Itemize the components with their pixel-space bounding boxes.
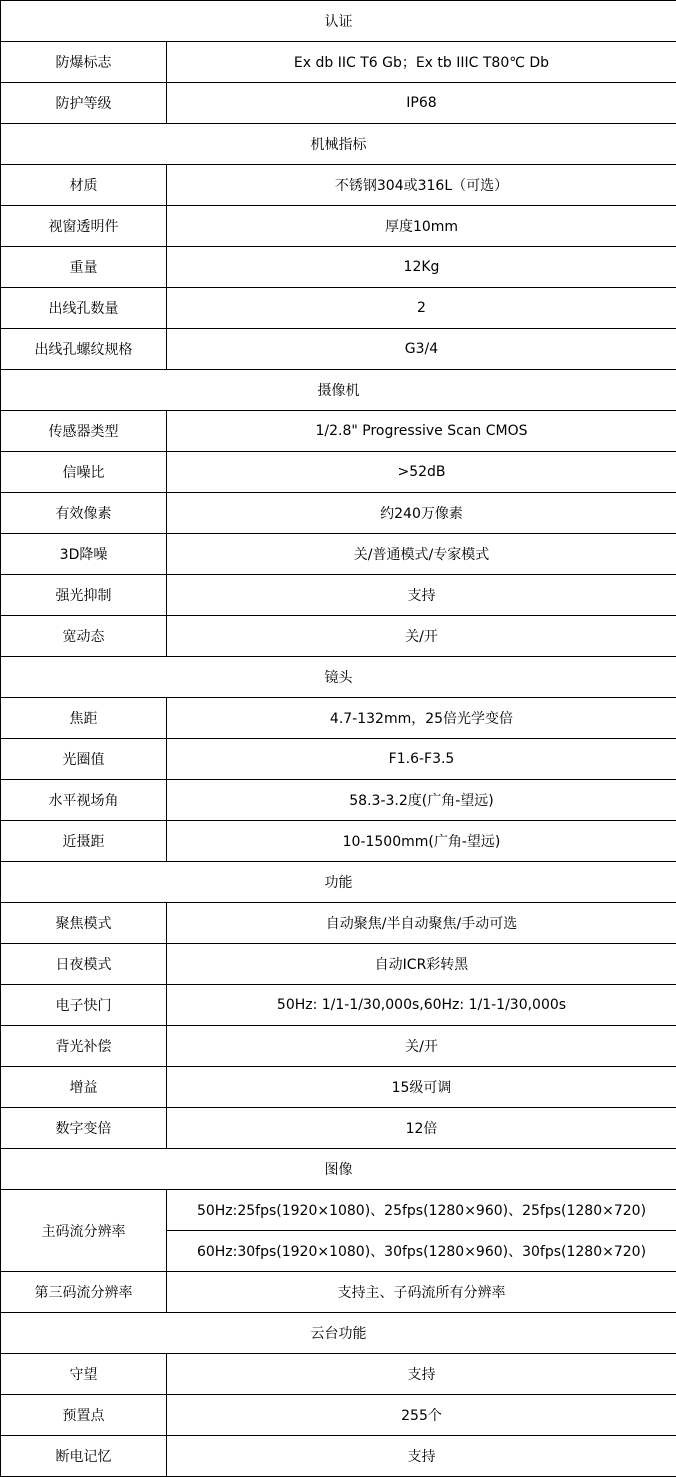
spec-value: 58.3-3.2度(广角-望远)	[167, 780, 676, 821]
section-title: 云台功能	[1, 1313, 676, 1354]
spec-row	[1, 329, 676, 370]
spec-row	[1, 575, 676, 616]
spec-row	[1, 1108, 676, 1149]
spec-row	[1, 1395, 676, 1436]
spec-value: 50Hz: 1/1-1/30,000s,60Hz: 1/1-1/30,000s	[167, 985, 676, 1026]
spec-value: 关/普通模式/专家模式	[167, 534, 676, 575]
spec-value: 2	[167, 288, 676, 329]
spec-row	[1, 1067, 676, 1108]
section-title: 认证	[1, 1, 676, 42]
spec-value: F1.6-F3.5	[167, 739, 676, 780]
spec-value: 255个	[167, 1395, 676, 1436]
spec-label: 重量	[1, 247, 167, 288]
spec-row	[1, 206, 676, 247]
spec-value: IP68	[167, 83, 676, 124]
spec-label: 视窗透明件	[1, 206, 167, 247]
spec-label: 3D降噪	[1, 534, 167, 575]
spec-row	[1, 985, 676, 1026]
section-header-row	[1, 862, 676, 903]
section-header-row	[1, 1149, 676, 1190]
section-title: 镜头	[1, 657, 676, 698]
spec-value: 12倍	[167, 1108, 676, 1149]
spec-row	[1, 1436, 676, 1477]
spec-row	[1, 698, 676, 739]
spec-label: 防护等级	[1, 83, 167, 124]
section-title: 机械指标	[1, 124, 676, 165]
spec-row	[1, 42, 676, 83]
section-header-row	[1, 1313, 676, 1354]
spec-value: G3/4	[167, 329, 676, 370]
spec-value: 关/开	[167, 616, 676, 657]
spec-value: 支持	[167, 1354, 676, 1395]
spec-row	[1, 903, 676, 944]
spec-value: 支持	[167, 1436, 676, 1477]
spec-value: 15级可调	[167, 1067, 676, 1108]
spec-label: 预置点	[1, 1395, 167, 1436]
spec-value: 12Kg	[167, 247, 676, 288]
spec-label: 宽动态	[1, 616, 167, 657]
spec-label: 第三码流分辨率	[1, 1272, 167, 1313]
spec-label: 电子快门	[1, 985, 167, 1026]
spec-value: 约240万像素	[167, 493, 676, 534]
spec-value: >52dB	[167, 452, 676, 493]
spec-value: 关/开	[167, 1026, 676, 1067]
spec-value: 4.7-132mm，25倍光学变倍	[167, 698, 676, 739]
section-header-row	[1, 657, 676, 698]
spec-value: 10-1500mm(广角-望远)	[167, 821, 676, 862]
spec-row	[1, 1026, 676, 1067]
spec-label: 光圈值	[1, 739, 167, 780]
spec-label: 断电记忆	[1, 1436, 167, 1477]
spec-label: 防爆标志	[1, 42, 167, 83]
spec-label: 近摄距	[1, 821, 167, 862]
spec-row	[1, 1354, 676, 1395]
spec-row	[1, 165, 676, 206]
spec-label: 传感器类型	[1, 411, 167, 452]
spec-row	[1, 247, 676, 288]
spec-label: 出线孔螺纹规格	[1, 329, 167, 370]
spec-value: 自动ICR彩转黑	[167, 944, 676, 985]
spec-row	[1, 288, 676, 329]
spec-row	[1, 1190, 676, 1231]
spec-row	[1, 944, 676, 985]
spec-row	[1, 83, 676, 124]
spec-label: 强光抑制	[1, 575, 167, 616]
spec-value: 60Hz:30fps(1920×1080)、30fps(1280×960)、30fps(1280×720)	[167, 1231, 676, 1272]
spec-value: 支持	[167, 575, 676, 616]
spec-label: 焦距	[1, 698, 167, 739]
spec-label: 守望	[1, 1354, 167, 1395]
spec-value: 不锈钢304或316L（可选）	[167, 165, 676, 206]
spec-label: 水平视场角	[1, 780, 167, 821]
spec-value: Ex db IIC T6 Gb；Ex tb IIIC T80℃ Db	[167, 42, 676, 83]
spec-value: 厚度10mm	[167, 206, 676, 247]
spec-row	[1, 452, 676, 493]
section-header-row	[1, 1, 676, 42]
spec-label: 主码流分辨率	[1, 1190, 167, 1272]
spec-label: 有效像素	[1, 493, 167, 534]
section-title: 摄像机	[1, 370, 676, 411]
section-header-row	[1, 124, 676, 165]
spec-row	[1, 739, 676, 780]
spec-label: 日夜模式	[1, 944, 167, 985]
section-header-row	[1, 370, 676, 411]
spec-row	[1, 821, 676, 862]
spec-label: 出线孔数量	[1, 288, 167, 329]
spec-label: 聚焦模式	[1, 903, 167, 944]
spec-value: 支持主、子码流所有分辨率	[167, 1272, 676, 1313]
spec-label: 增益	[1, 1067, 167, 1108]
spec-label: 材质	[1, 165, 167, 206]
spec-value: 自动聚焦/半自动聚焦/手动可选	[167, 903, 676, 944]
spec-label: 数字变倍	[1, 1108, 167, 1149]
spec-row	[1, 616, 676, 657]
spec-row	[1, 411, 676, 452]
section-title: 图像	[1, 1149, 676, 1190]
spec-value: 50Hz:25fps(1920×1080)、25fps(1280×960)、25fps(1280×720)	[167, 1190, 676, 1231]
spec-table-body	[1, 1, 676, 1477]
spec-label: 信噪比	[1, 452, 167, 493]
spec-value: 1/2.8" Progressive Scan CMOS	[167, 411, 676, 452]
spec-row	[1, 534, 676, 575]
spec-label: 背光补偿	[1, 1026, 167, 1067]
section-title: 功能	[1, 862, 676, 903]
spec-row	[1, 780, 676, 821]
spec-row	[1, 1272, 676, 1313]
spec-row	[1, 493, 676, 534]
